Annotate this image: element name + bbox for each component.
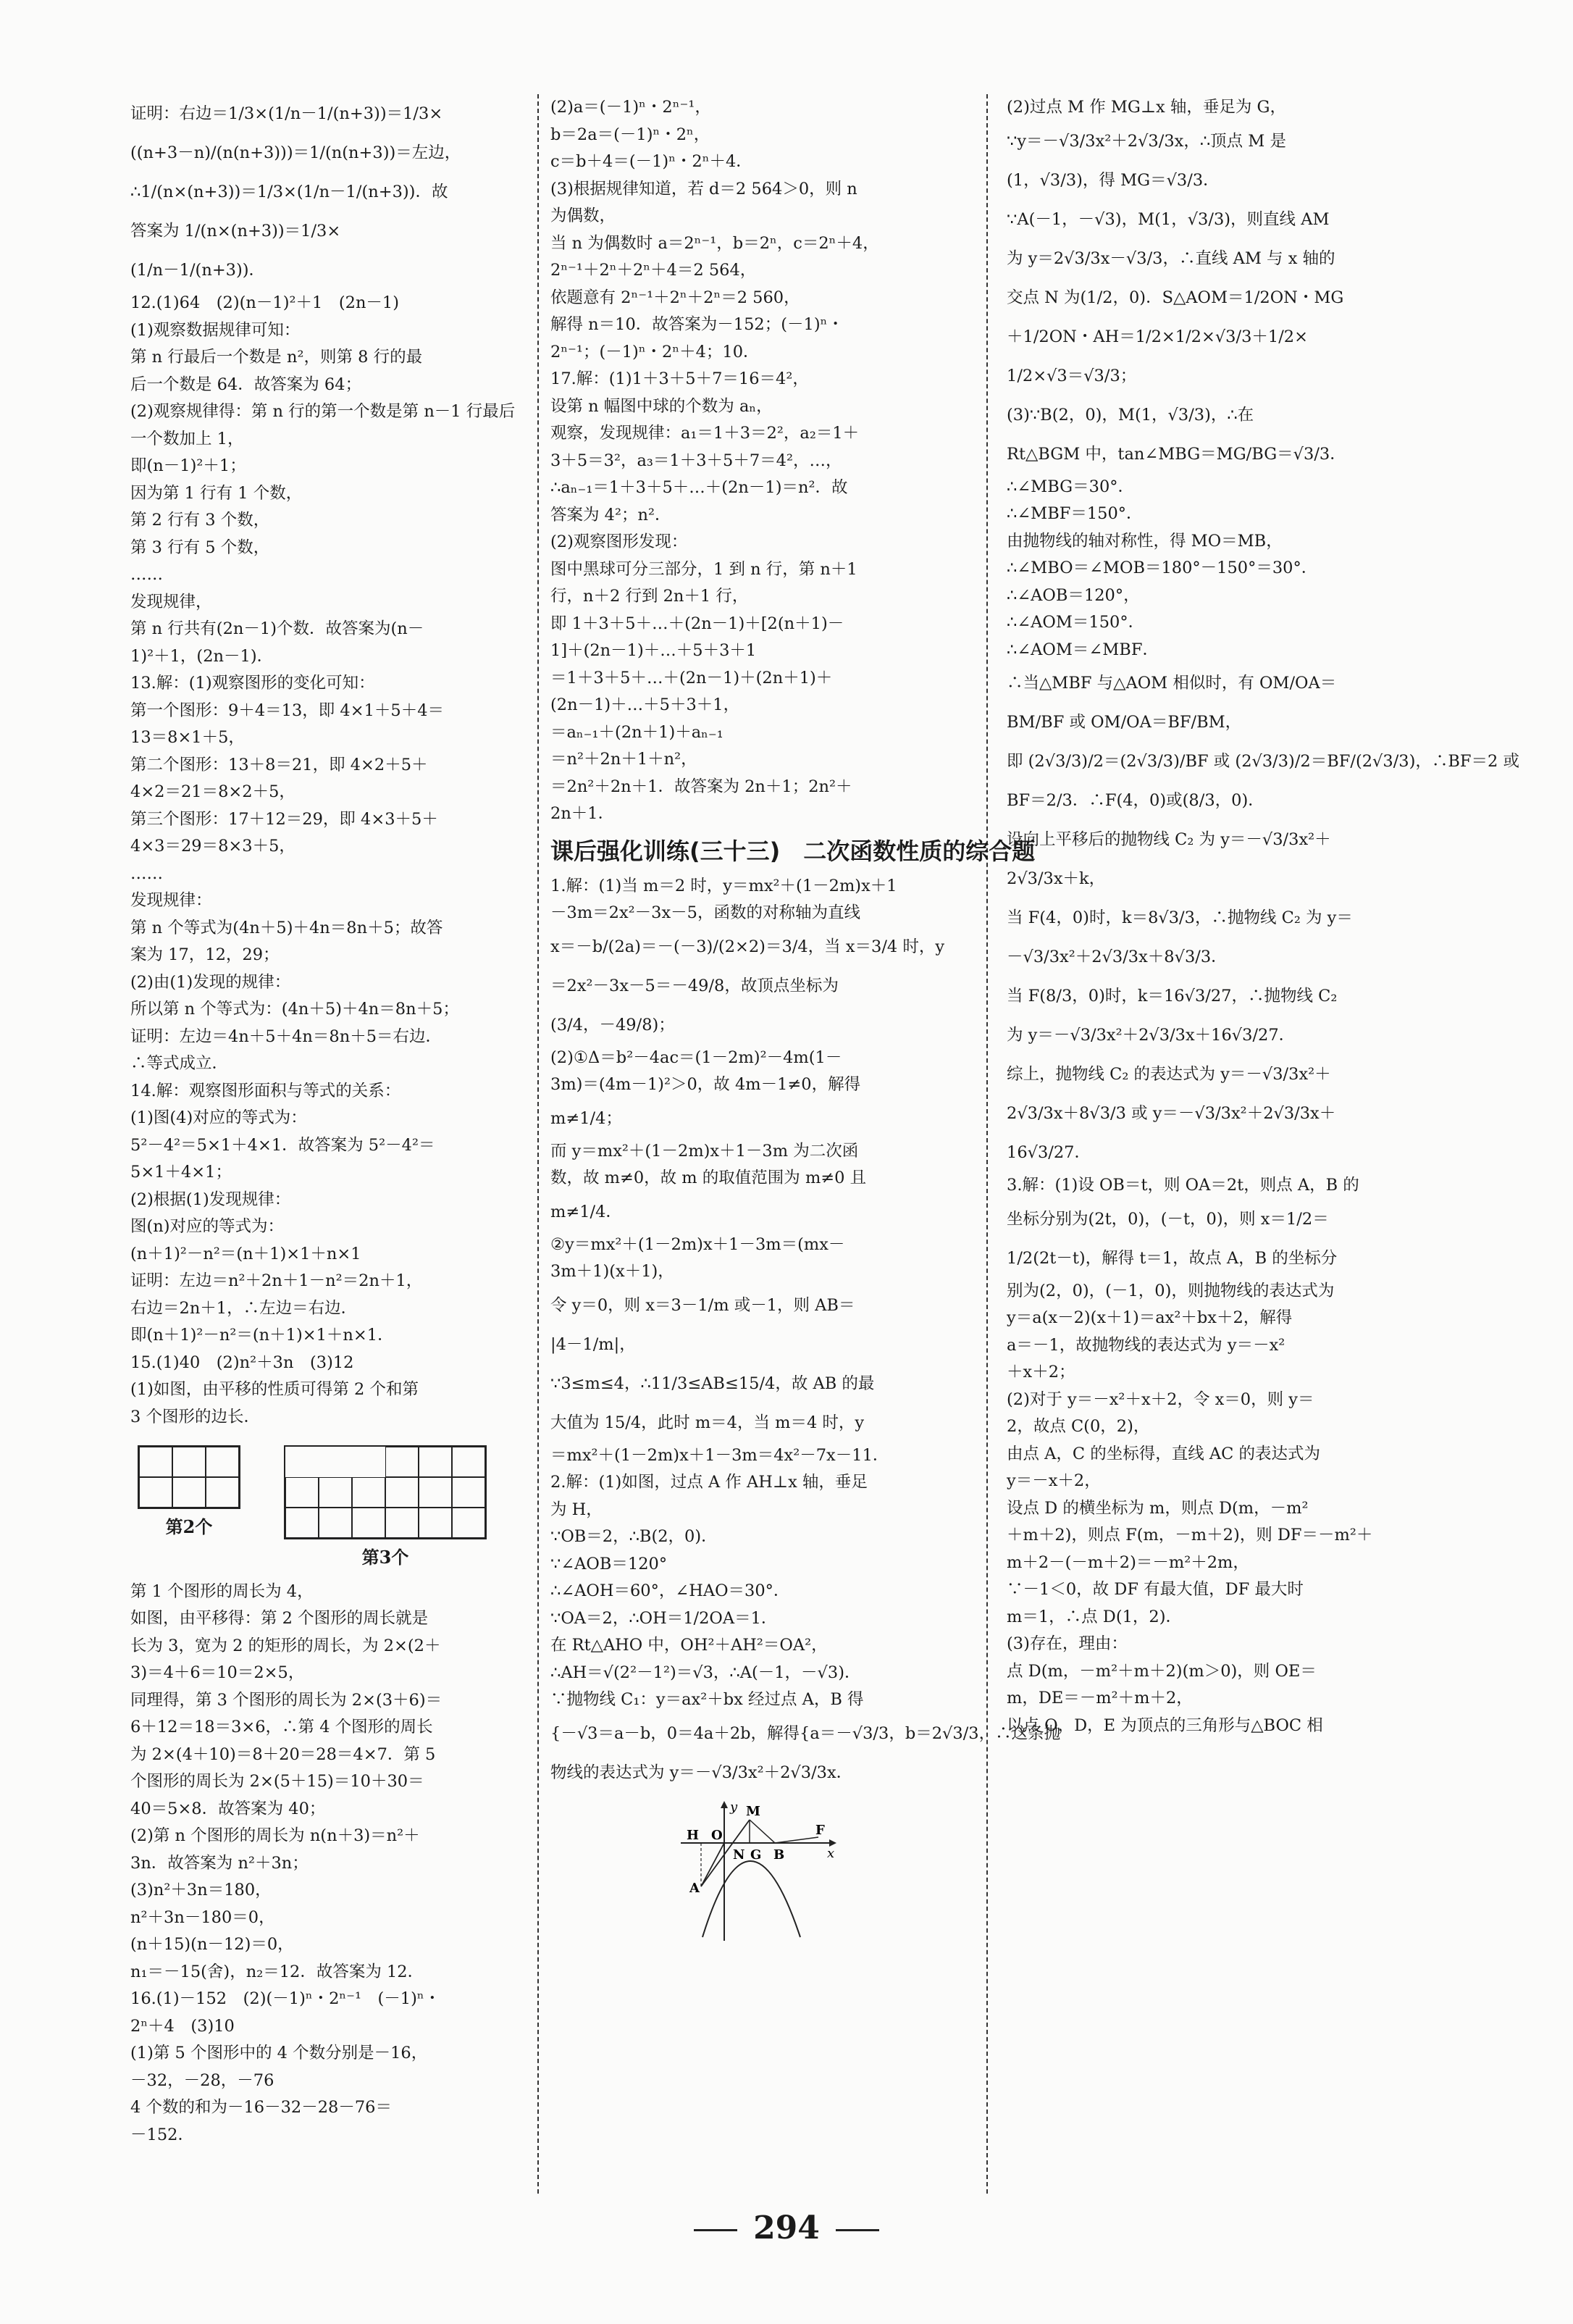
- text-line: n²＋3n－180＝0，: [130, 1907, 275, 1927]
- text-line: ∵OB＝2，∴B(2，0)．: [550, 1527, 718, 1546]
- text-line: ∵抛物线 C₁：y＝ax²＋bx 经过点 A，B 得: [550, 1690, 864, 1709]
- text-line: 发现规律，: [130, 592, 212, 611]
- text-line: ＋1/2ON・AH＝1/2×1/2×√3/3＋1/2×: [1007, 327, 1308, 346]
- text-line: 行，n＋2 行到 2n＋1 行，: [550, 587, 749, 606]
- text-line: 17.解：(1)1＋3＋5＋7＝16＝4²，: [550, 369, 809, 388]
- text-line: 第 2 行有 3 个数，: [130, 511, 270, 530]
- text-line: ∴∠AOB＝120°，: [1007, 585, 1140, 605]
- text-line: (3)根据规律知道，若 d＝2 564＞0，则 n: [550, 179, 857, 198]
- text-line: 2n＋1．: [550, 804, 615, 823]
- text-line: ＋m＋2)，则点 F(m，－m＋2)，则 DF＝－m²＋: [1007, 1526, 1373, 1545]
- column-divider-2: [986, 94, 988, 2194]
- text-line: 2√3/3x＋k，: [1007, 869, 1106, 888]
- text-line: ((n+3－n)/(n(n+3)))＝1/(n(n+3))＝左边，: [130, 143, 461, 162]
- text-line: 答案为 4²；n²．: [550, 505, 671, 524]
- text-line: 即 1＋3＋5＋…＋(2n－1)＋[2(n＋1)－: [550, 614, 844, 633]
- page-number: [0, 2210, 1573, 2246]
- text-line: 2ⁿ＋4 (3)10: [130, 2016, 235, 2036]
- text-line: 5×1＋4×1；: [130, 1163, 232, 1182]
- text-line: 为 2×(4＋10)＝8＋20＝28＝4×7．第 5: [130, 1744, 436, 1764]
- text-line: ∴aₙ₋₁＝1＋3＋5＋…＋(2n－1)＝n²．故: [550, 478, 848, 497]
- text-line: 而 y＝mx²＋(1－2m)x＋1－3m 为二次函: [550, 1141, 859, 1161]
- text-line: 一个数加上 1，: [130, 429, 244, 448]
- text-line: m＋2－(－m＋2)＝－m²＋2m，: [1007, 1552, 1249, 1572]
- text-line: (2)观察规律得：第 n 行的第一个数是第 n－1 行最后: [130, 402, 516, 421]
- column-left: [130, 94, 521, 2149]
- text-line: 由抛物线的轴对称性，得 MO＝MB，: [1007, 531, 1283, 551]
- column-divider-1: [537, 94, 539, 2194]
- text-line: y＝－x＋2，: [1007, 1471, 1101, 1490]
- text-line: 综上，抛物线 C₂ 的表达式为 y＝－√3/3x²＋: [1007, 1065, 1331, 1084]
- column-left-text-b: [130, 1579, 521, 2149]
- text-line: (1/n－1/(n+3))．: [130, 261, 266, 280]
- text-line: c＝b＋4＝(－1)ⁿ・2ⁿ＋4．: [550, 152, 752, 171]
- text-line: 设点 D 的横坐标为 m，则点 D(m，－m²: [1007, 1498, 1309, 1518]
- text-line: ∵3≤m≤4，∴11/3≤AB≤15/4，故 AB 的最: [550, 1374, 875, 1393]
- text-line: (2n－1)＋…＋5＋3＋1，: [550, 695, 740, 714]
- text-line: 第 1 个图形的周长为 4，: [130, 1581, 314, 1601]
- text-line: ……: [130, 864, 163, 883]
- grid-second: [138, 1445, 240, 1509]
- text-line: 4 个数的和为－16－32－28－76＝: [130, 2098, 392, 2117]
- text-line: 2ⁿ⁻¹；(－1)ⁿ・2ⁿ＋4；10．: [550, 342, 760, 361]
- text-line: 同理得，第 3 个图形的周长为 2×(3＋6)＝: [130, 1690, 442, 1710]
- text-line: ＝aₙ₋₁＋(2n＋1)＋aₙ₋₁: [550, 722, 723, 742]
- text-line: 第 n 行最后一个数是 n²，则第 8 行的最: [130, 348, 423, 367]
- text-line: 6＋12＝18＝3×6，∴第 4 个图形的周长: [130, 1718, 433, 1736]
- label-A: A: [689, 1880, 700, 1896]
- text-line: －32，－28，－76: [130, 2070, 274, 2090]
- text-line: 为 H，: [550, 1500, 603, 1519]
- text-line: 3m＋1)(x＋1)，: [550, 1262, 674, 1281]
- text-line: 以点 O，D，E 为顶点的三角形与△BOC 相: [1007, 1715, 1323, 1735]
- text-line: ∵∠AOB＝120°: [550, 1554, 668, 1573]
- text-line: 因为第 1 行有 1 个数，: [130, 483, 303, 503]
- text-line: (3)∵B(2，0)，M(1，√3/3)，∴在: [1007, 405, 1254, 425]
- text-line: Rt△BGM 中，tan∠MBG＝MG/BG＝√3/3．: [1007, 444, 1346, 464]
- text-line: 图(n)对应的等式为：: [130, 1217, 285, 1236]
- text-line: 2ⁿ⁻¹＋2ⁿ＋2ⁿ＋4＝2 564，: [550, 261, 757, 280]
- text-line: a＝－1，故抛物线的表达式为 y＝－x²: [1007, 1335, 1285, 1355]
- figure-second-caption: 第2个: [165, 1516, 213, 1537]
- text-line: 1/2×√3＝√3/3；: [1007, 366, 1137, 385]
- text-line: ∵A(－1，－√3)，M(1，√3/3)，则直线 AM: [1007, 209, 1330, 229]
- figure-third: [284, 1445, 487, 1571]
- text-line: 别为(2，0)，(－1，0)，则抛物线的表达式为: [1007, 1281, 1335, 1300]
- label-B: B: [773, 1847, 785, 1863]
- text-line: 所以第 n 个等式为：(4n＋5)＋4n＝8n＋5；: [130, 1000, 459, 1019]
- text-line: 1.解：(1)当 m＝2 时，y＝mx²＋(1－2m)x＋1: [550, 876, 897, 895]
- text-line: 案为 17，12，29；: [130, 945, 280, 964]
- text-line: 第 n 个等式为(4n＋5)＋4n＝8n＋5；故答: [130, 918, 443, 937]
- text-line: 13.解：(1)观察图形的变化可知：: [130, 674, 375, 693]
- label-O: O: [711, 1827, 723, 1843]
- text-line: 为偶数，: [550, 206, 616, 225]
- text-line: (1)图(4)对应的等式为：: [130, 1108, 307, 1127]
- text-line: 即(n＋1)²－n²＝(n＋1)×1＋n×1．: [130, 1326, 394, 1345]
- text-line: ＝n²＋2n＋1＋n²，: [550, 750, 697, 769]
- text-line: ＝2x²－3x－5＝－49/8，故顶点坐标为: [550, 976, 839, 995]
- text-line: 5²－4²＝5×1＋4×1．故答案为 5²－4²＝: [130, 1135, 435, 1155]
- text-line: 1/2(2t－t)，解得 t＝1，故点 A，B 的坐标分: [1007, 1248, 1338, 1268]
- text-line: ∵y＝－√3/3x²＋2√3/3x，∴顶点 M 是: [1007, 131, 1286, 151]
- text-line: 为 y＝2√3/3x－√3/3，∴直线 AM 与 x 轴的: [1007, 248, 1335, 268]
- text-line: (2)过点 M 作 MG⊥x 轴，垂足为 G，: [1007, 98, 1287, 117]
- text-line: (3)存在，理由：: [1007, 1634, 1128, 1653]
- text-line: 4×3＝29＝8×3＋5，: [130, 837, 295, 856]
- text-line: x＝－b/(2a)＝－(－3)/(2×2)＝3/4，当 x＝3/4 时，y: [550, 937, 945, 956]
- text-line: 后一个数是 64．故答案为 64；: [130, 375, 362, 394]
- text-line: (2)对于 y＝－x²＋x＋2，令 x＝0，则 y＝: [1007, 1389, 1314, 1409]
- text-line: 40＝5×8．故答案为 40；: [130, 1799, 326, 1818]
- text-line: 物线的表达式为 y＝－√3/3x²＋2√3/3x．: [550, 1763, 853, 1782]
- text-line: 3)＝4＋6＝10＝2×5，: [130, 1663, 305, 1682]
- text-line: (3)n²＋3n＝180，: [130, 1881, 272, 1899]
- text-line: 4×2＝21＝8×2＋5，: [130, 782, 295, 801]
- text-line: (1，√3/3)，得 MG＝√3/3．: [1007, 170, 1220, 190]
- text-line: (2)①Δ＝b²－4ac＝(1－2m)²－4m(1－: [550, 1048, 842, 1067]
- text-line: 如图，由平移得：第 2 个图形的周长就是: [130, 1609, 429, 1628]
- text-line: 3m)＝(4m－1)²＞0，故 4m－1≠0，解得: [550, 1075, 861, 1094]
- text-line: {－√3＝a－b，0＝4a＋2b，解得{a＝－√3/3，b＝2√3/3，∴这条抛: [550, 1723, 1061, 1743]
- text-line: m≠1/4．: [550, 1202, 622, 1221]
- text-line: (2)由(1)发现的规律：: [130, 972, 291, 992]
- text-line: ∴1/(n×(n+3))＝1/3×(1/n－1/(n+3))．故: [130, 183, 448, 201]
- text-line: ∴AH＝√(2²－1²)＝√3，∴A(－1，－√3)．: [550, 1663, 861, 1682]
- text-line: 第一个图形：9＋4＝13，即 4×1＋5＋4＝: [130, 701, 445, 720]
- page-number-text: 294: [753, 2210, 820, 2246]
- text-line: ∴∠AOM＝∠MBF．: [1007, 640, 1159, 659]
- column-right-text: [1007, 94, 1519, 1739]
- grid-figures: [138, 1445, 521, 1571]
- text-line: 12.(1)64 (2)(n－1)²＋1 (2n－1): [130, 293, 400, 312]
- text-line: 为 y＝－√3/3x²＋2√3/3x＋16√3/27．: [1007, 1026, 1296, 1045]
- text-line: (1)第 5 个图形中的 4 个数分别是－16，: [130, 2044, 428, 2062]
- text-line: 第二个图形：13＋8＝21，即 4×2＋5＋: [130, 755, 428, 774]
- text-line: (2)第 n 个图形的周长为 n(n＋3)＝n²＋: [130, 1826, 420, 1845]
- text-line: 图中黑球可分三部分，1 到 n 行，第 n＋1: [550, 559, 857, 579]
- text-line: ……: [130, 565, 163, 584]
- text-line: ∴∠MBF＝150°．: [1007, 504, 1143, 523]
- text-line: 即(n－1)²＋1；: [130, 456, 246, 475]
- label-y: y: [730, 1799, 738, 1815]
- text-line: ∴∠MBG＝30°．: [1007, 477, 1135, 496]
- text-line: 交点 N 为(1/2，0)．S△AOM＝1/2ON・MG: [1007, 288, 1344, 307]
- text-line: BF＝2/3．∴F(4，0)或(8/3，0)．: [1007, 791, 1264, 810]
- figure-second: [138, 1445, 240, 1541]
- section-title: 课后强化训练(三十三) 二次函数性质的综合题: [550, 837, 1036, 865]
- text-line: ＋x＋2；: [1007, 1363, 1075, 1382]
- text-line: (1)如图，由平移的性质可得第 2 个和第: [130, 1380, 419, 1399]
- text-line: 13＝8×1＋5，: [130, 728, 245, 747]
- text-line: 1]＋(2n－1)＋…＋5＋3＋1: [550, 641, 757, 660]
- text-line: 15.(1)40 (2)n²＋3n (3)12: [130, 1353, 354, 1372]
- text-line: 设第 n 幅图中球的个数为 aₙ，: [550, 396, 773, 416]
- text-line: 即 (2√3/3)/2＝(2√3/3)/BF 或 (2√3/3)/2＝BF/(2√3/3)，∴BF＝2 或: [1007, 752, 1519, 771]
- text-line: ∴∠MBO＝∠MOB＝180°－150°＝30°．: [1007, 559, 1318, 577]
- text-line: ∴当△MBF 与△AOM 相似时，有 OM/OA＝: [1007, 674, 1337, 693]
- text-line: 发现规律：: [130, 891, 212, 910]
- grid-third: [284, 1445, 487, 1539]
- text-line: 当 F(4，0)时，k＝8√3/3，∴抛物线 C₂ 为 y＝: [1007, 908, 1353, 927]
- text-line: 证明：左边＝4n＋5＋4n＝8n＋5＝右边．: [130, 1027, 442, 1046]
- text-line: 3n．故答案为 n²＋3n；: [130, 1853, 309, 1873]
- text-line: 由点 A，C 的坐标得，直线 AC 的表达式为: [1007, 1444, 1321, 1463]
- text-line: ∴∠AOM＝150°．: [1007, 613, 1145, 632]
- text-line: 2√3/3x＋8√3/3 或 y＝－√3/3x²＋2√3/3x＋: [1007, 1104, 1336, 1123]
- text-line: 当 n 为偶数时 a＝2ⁿ⁻¹，b＝2ⁿ，c＝2ⁿ＋4，: [550, 233, 879, 253]
- label-F: F: [815, 1822, 825, 1838]
- text-line: ∵－1＜0，故 DF 有最大值，DF 最大时: [1007, 1580, 1304, 1599]
- label-G: G: [750, 1847, 762, 1863]
- text-line: 坐标分别为(2t，0)，(－t，0)，则 x＝1/2＝: [1007, 1209, 1329, 1229]
- text-line: ②y＝mx²＋(1－2m)x＋1－3m＝(mx－: [550, 1234, 845, 1254]
- text-line: 数，故 m≠0，故 m 的取值范围为 m≠0 且: [550, 1169, 867, 1187]
- parabola-figure: [674, 1800, 840, 1944]
- column-middle-text-a: [550, 94, 970, 828]
- text-line: 依题意有 2ⁿ⁻¹＋2ⁿ＋2ⁿ＝2 560，: [550, 288, 800, 307]
- text-line: ＝2n²＋2n＋1．故答案为 2n＋1；2n²＋: [550, 777, 852, 796]
- text-line: BM/BF 或 OM/OA＝BF/BM，: [1007, 713, 1242, 732]
- text-line: ∴等式成立．: [130, 1054, 229, 1073]
- text-line: 2，故点 C(0，2)，: [1007, 1417, 1150, 1436]
- text-line: ∴∠AOH＝60°，∠HAO＝30°．: [550, 1581, 790, 1600]
- text-line: －3m＝2x²－3x－5，函数的对称轴为直线: [550, 903, 860, 922]
- text-line: 右边＝2n＋1，∴左边＝右边．: [130, 1298, 358, 1318]
- label-x: x: [827, 1845, 835, 1861]
- text-line: (2)根据(1)发现规律：: [130, 1190, 291, 1209]
- text-line: 在 Rt△AHO 中，OH²＋AH²＝OA²，: [550, 1636, 828, 1655]
- text-line: 点 D(m，－m²＋m＋2)(m＞0)，则 OE＝: [1007, 1661, 1317, 1681]
- text-line: 3＋5＝3²，a₃＝1＋3＋5＋7＝4²，…，: [550, 451, 842, 470]
- text-line: －√3/3x²＋2√3/3x＋8√3/3．: [1007, 948, 1228, 966]
- text-line: ＝1＋3＋5＋…＋(2n－1)＋(2n＋1)＋: [550, 668, 833, 687]
- text-line: (2)a＝(－1)ⁿ・2ⁿ⁻¹，: [550, 98, 711, 117]
- text-line: －152．: [130, 2125, 194, 2144]
- text-line: 答案为 1/(n×(n+3))＝1/3×: [130, 222, 341, 241]
- text-line: y＝a(x－2)(x＋1)＝ax²＋bx＋2，解得: [1007, 1308, 1293, 1327]
- text-line: (3/4，－49/8)；: [550, 1015, 675, 1034]
- text-line: 设向上平移后的抛物线 C₂ 为 y＝－√3/3x²＋: [1007, 830, 1331, 849]
- text-line: 个图形的周长为 2×(5＋15)＝10＋30＝: [130, 1772, 424, 1791]
- text-line: 当 F(8/3，0)时，k＝16√3/27，∴抛物线 C₂: [1007, 987, 1338, 1006]
- text-line: 长为 3，宽为 2 的矩形的周长，为 2×(2＋: [130, 1636, 441, 1655]
- text-line: (n＋15)(n－12)＝0，: [130, 1935, 294, 1954]
- text-line: 第 3 行有 5 个数，: [130, 538, 270, 557]
- text-line: 3 个图形的边长．: [130, 1407, 260, 1426]
- text-line: 证明：左边＝n²＋2n＋1－n²＝2n＋1，: [130, 1271, 423, 1290]
- text-line: 3.解：(1)设 OB＝t，则 OA＝2t，则点 A，B 的: [1007, 1176, 1359, 1195]
- label-M: M: [746, 1803, 760, 1819]
- text-line: 解得 n＝10．故答案为－152；(－1)ⁿ・: [550, 315, 844, 334]
- text-line: |4－1/m|，: [550, 1334, 636, 1354]
- text-line: ＝mx²＋(1－2m)x＋1－3m＝4x²－7x－11．: [550, 1445, 889, 1465]
- text-line: 大值为 15/4，此时 m＝4，当 m＝4 时，y: [550, 1413, 865, 1432]
- column-left-text-a: [130, 94, 521, 1431]
- text-line: 证明：右边＝1/3×(1/n－1/(n+3))＝1/3×: [130, 104, 443, 123]
- text-line: 第三个图形：17＋12＝29，即 4×3＋5＋: [130, 809, 438, 829]
- text-line: m≠1/4；: [550, 1108, 622, 1128]
- text-line: 16√3/27．: [1007, 1143, 1091, 1162]
- figure-third-caption: 第3个: [361, 1547, 409, 1568]
- text-line: n₁＝－15(舍)，n₂＝12．故答案为 12．: [130, 1962, 424, 1981]
- text-line: 第 n 行共有(2n－1)个数．故答案为(n－: [130, 619, 424, 638]
- text-line: ∵OA＝2，∴OH＝1/2OA＝1．: [550, 1608, 778, 1628]
- text-line: (2)观察图形发现：: [550, 532, 688, 551]
- label-N: N: [733, 1847, 745, 1863]
- text-line: 2.解：(1)如图，过点 A 作 AH⊥x 轴，垂足: [550, 1473, 868, 1492]
- text-line: 16.(1)－152 (2)(－1)ⁿ・2ⁿ⁻¹ (－1)ⁿ・: [130, 1989, 441, 2008]
- text-line: b＝2a＝(－1)ⁿ・2ⁿ，: [550, 125, 710, 144]
- text-line: m，DE＝－m²＋m＋2，: [1007, 1689, 1193, 1708]
- text-line: (n＋1)²－n²＝(n＋1)×1＋n×1: [130, 1244, 361, 1263]
- text-line: m＝1，∴点 D(1，2)．: [1007, 1607, 1183, 1626]
- text-line: 1)²＋1，(2n－1)．: [130, 646, 274, 666]
- text-line: 令 y＝0，则 x＝3－1/m 或－1，则 AB＝: [550, 1295, 855, 1315]
- text-line: 观察，发现规律：a₁＝1＋3＝2²，a₂＝1＋: [550, 424, 860, 443]
- text-line: 14.解：观察图形面积与等式的关系：: [130, 1081, 401, 1100]
- label-H: H: [687, 1827, 700, 1843]
- text-line: (1)观察数据规律可知：: [130, 320, 301, 340]
- column-right: [1007, 94, 1519, 1739]
